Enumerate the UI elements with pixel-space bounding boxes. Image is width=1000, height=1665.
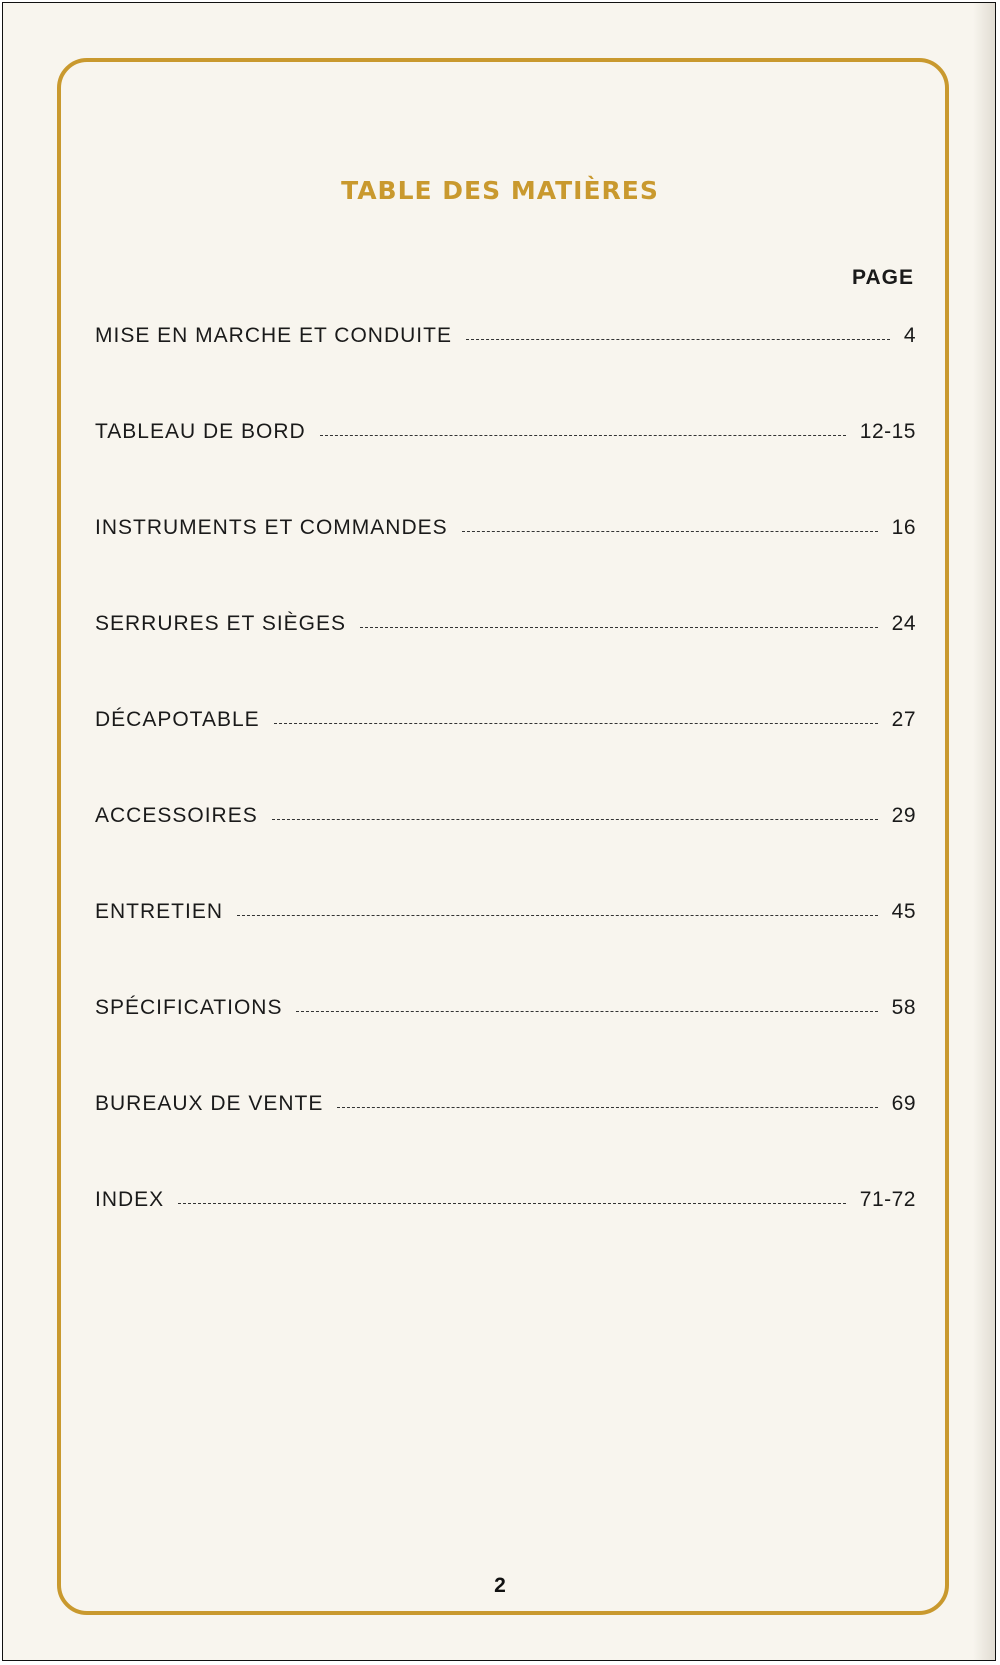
toc-entry — [95, 708, 916, 742]
dotted-leader — [466, 339, 890, 340]
toc-entry-page: 16 — [891, 516, 916, 539]
dotted-leader — [320, 435, 846, 436]
dotted-leader — [337, 1107, 877, 1108]
toc-entry-page: 71-72 — [859, 1188, 916, 1211]
toc-entry-page: 58 — [891, 996, 916, 1019]
toc-entry-page: 69 — [891, 1092, 916, 1115]
toc-entry-label: MISE EN MARCHE ET CONDUITE — [95, 324, 452, 347]
dotted-leader — [272, 819, 878, 820]
toc-entry-label: ACCESSOIRES — [95, 804, 258, 827]
toc-entry-label: ENTRETIEN — [95, 900, 224, 923]
dotted-leader — [274, 723, 878, 724]
dotted-leader — [462, 531, 878, 532]
toc-entry-label: INDEX — [95, 1188, 165, 1211]
toc-entry — [95, 900, 916, 934]
dotted-leader — [296, 1011, 877, 1012]
dotted-leader — [237, 915, 878, 916]
toc-entry — [95, 324, 916, 358]
toc-title: TABLE DES MATIÈRES — [341, 176, 659, 205]
toc-entry-page: 24 — [891, 612, 916, 635]
toc-entry — [95, 996, 916, 1030]
spine-shadow — [973, 3, 995, 1660]
toc-entry-page: 29 — [891, 804, 916, 827]
page-column-label: PAGE — [852, 266, 914, 289]
toc-entry — [95, 420, 916, 454]
toc-entry — [95, 804, 916, 838]
toc-entry-label: INSTRUMENTS ET COMMANDES — [95, 516, 448, 539]
toc-entry-page: 27 — [891, 708, 916, 731]
toc-entry-label: DÉCAPOTABLE — [95, 708, 260, 731]
toc-entry-label: BUREAUX DE VENTE — [95, 1092, 324, 1115]
toc-entry — [95, 1092, 916, 1126]
toc-entry-label: SPÉCIFICATIONS — [95, 996, 283, 1019]
toc-entry — [95, 1188, 916, 1222]
toc-entry-label: TABLEAU DE BORD — [95, 420, 306, 443]
toc-entry — [95, 612, 916, 646]
page-number: 2 — [494, 1574, 506, 1597]
dotted-leader — [178, 1203, 846, 1204]
toc-entry-page: 4 — [903, 324, 916, 347]
toc-entry — [95, 516, 916, 550]
dotted-leader — [360, 627, 878, 628]
toc-entry-page: 45 — [891, 900, 916, 923]
toc-entry-page: 12-15 — [859, 420, 916, 443]
toc-entry-label: SERRURES ET SIÈGES — [95, 612, 347, 635]
